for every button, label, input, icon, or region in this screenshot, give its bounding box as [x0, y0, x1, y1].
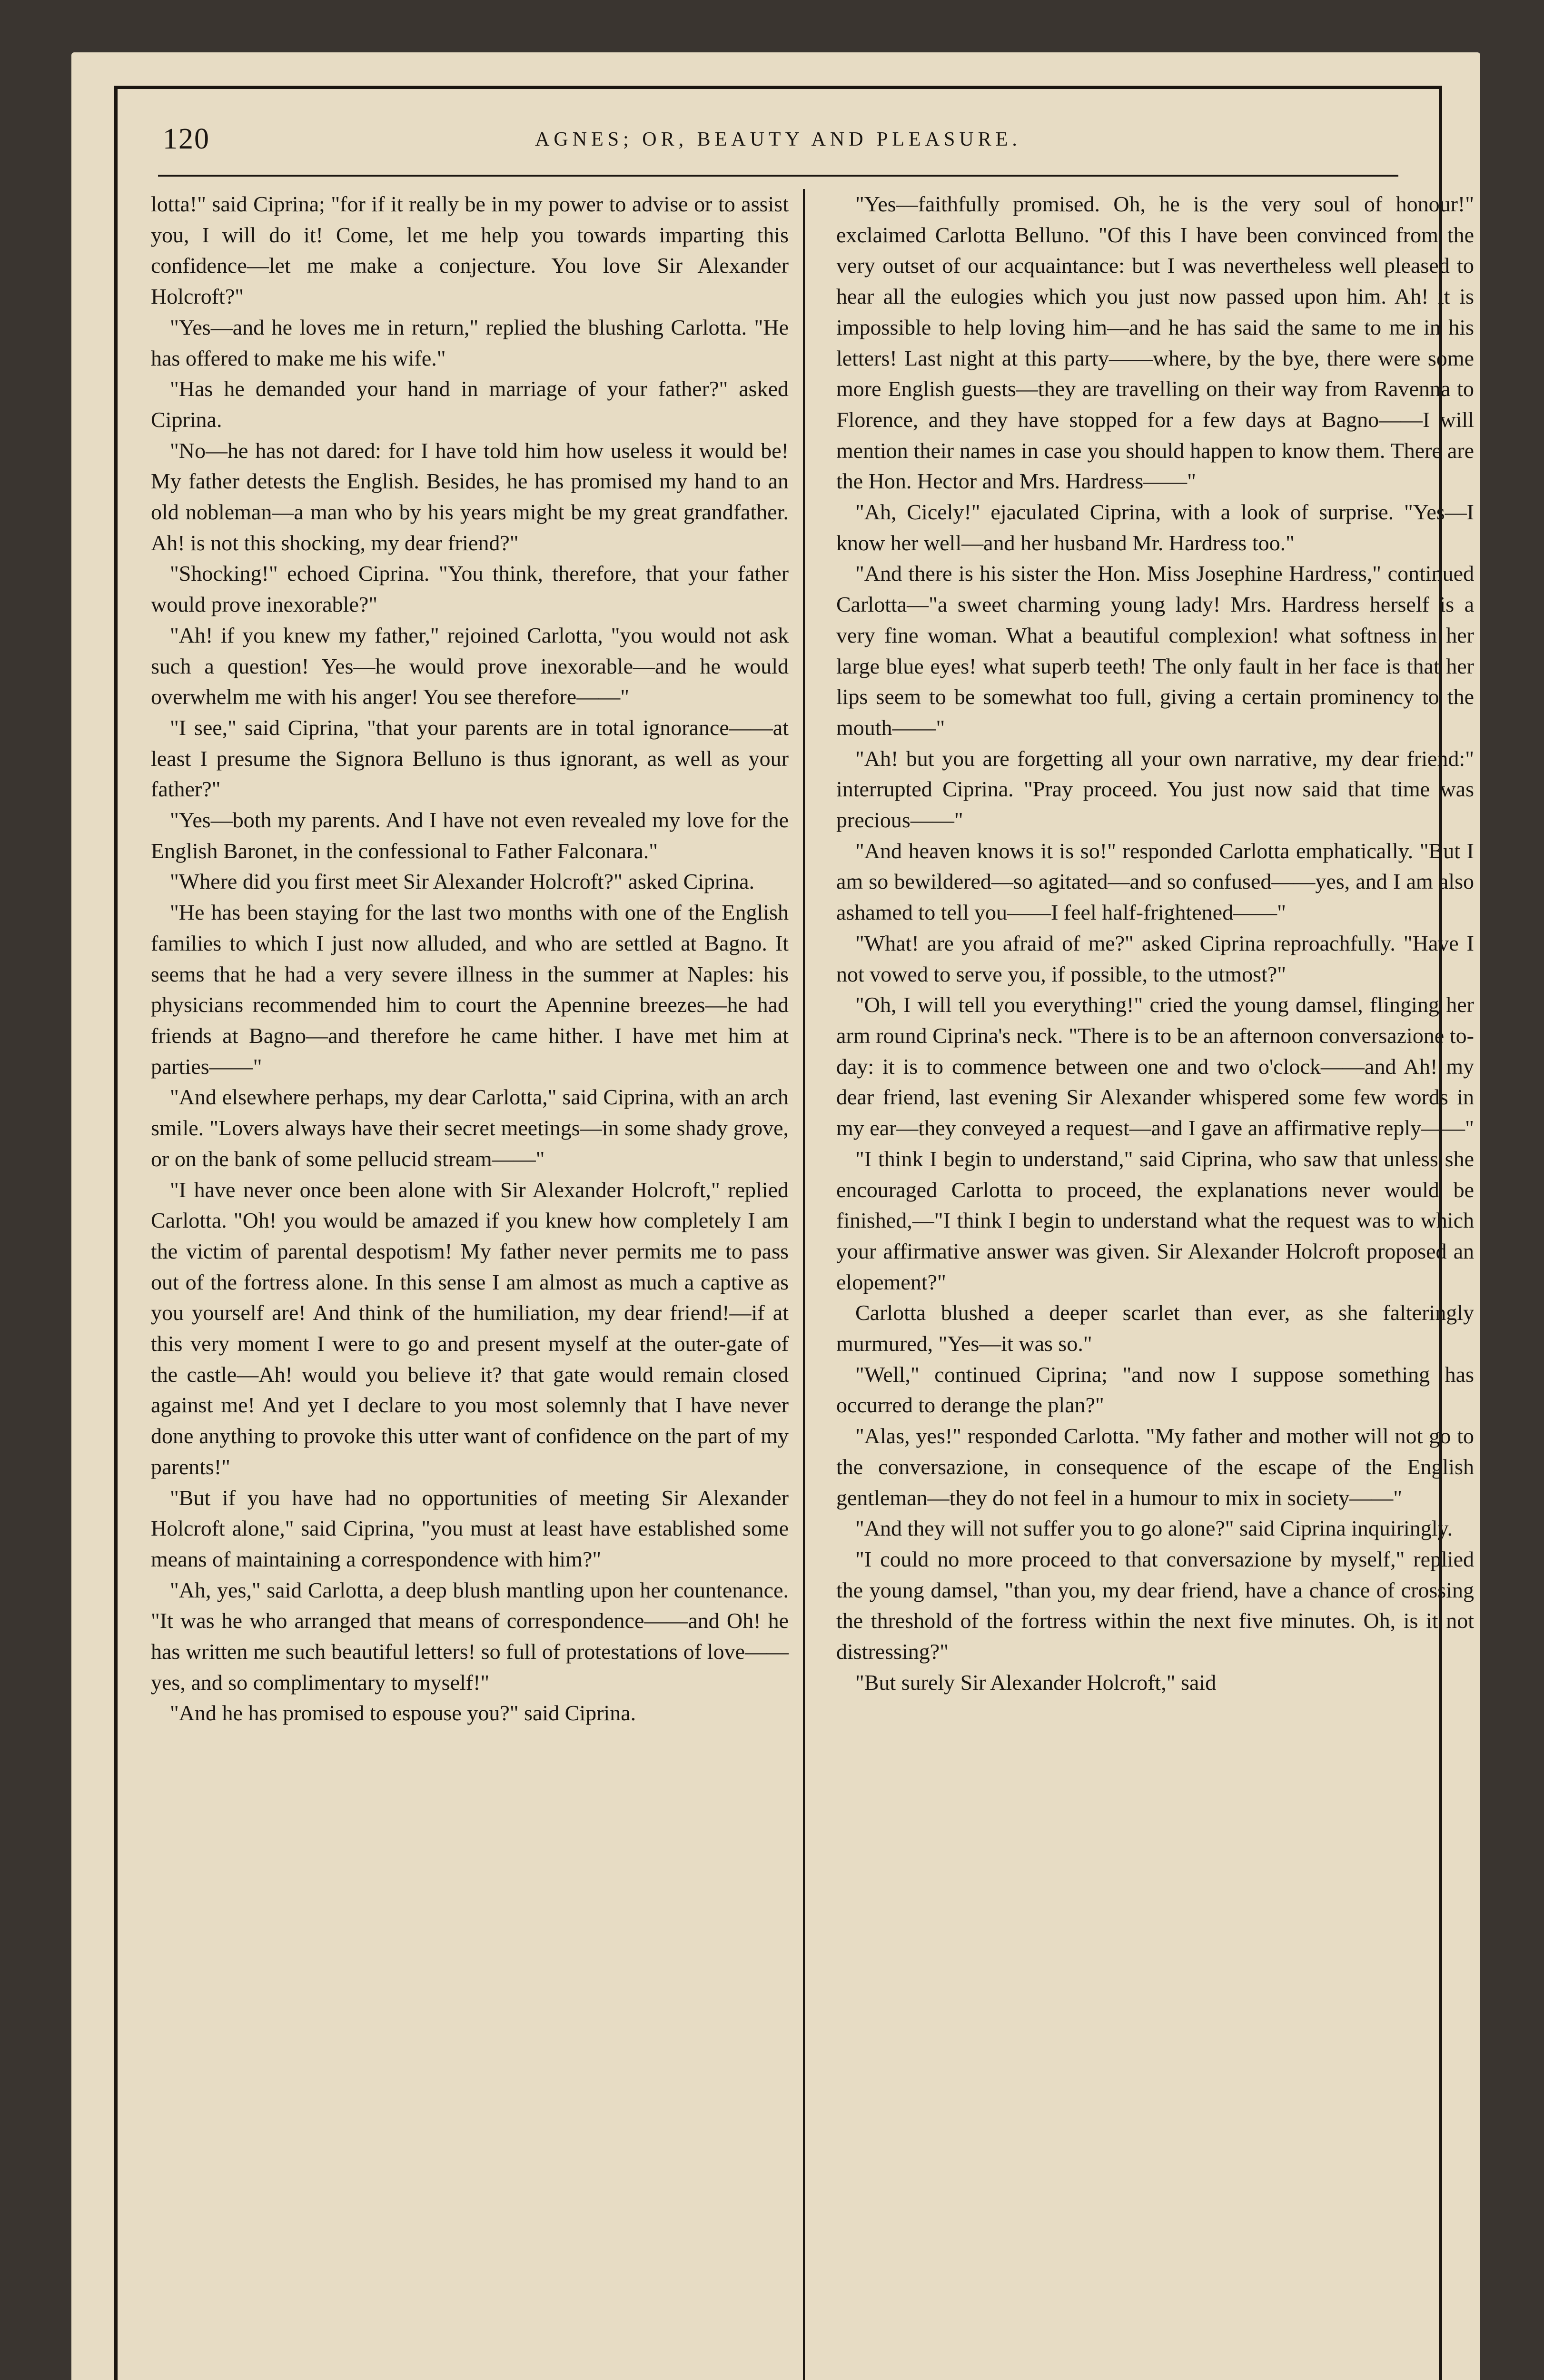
- column-divider: [803, 189, 805, 2380]
- page-number: 120: [163, 123, 210, 155]
- paragraph: "I think I begin to understand," said Ciprina, who saw that unless she encouraged Carlotta to proceed, the explanations never would be finished,—"I think I begin to understand what the request was to which your affirmative answer was given. Sir Alexander Holcroft proposed an elopement?": [836, 1146, 1474, 1294]
- paragraph: "And he has promised to espouse you?" said Ciprina.: [170, 1701, 636, 1726]
- paragraph: "I see," said Ciprina, "that your parents are in total ignorance——at least I presume the Signora Belluno is thus ignorant, as well as your father?": [151, 715, 789, 802]
- paragraph: "What! are you afraid of me?" asked Ciprina reproachfully. "Have I not vowed to serve you, if possible, to the utmost?": [836, 931, 1474, 986]
- paragraph: "And heaven knows it is so!" responded Carlotta emphatically. "But I am so bewildered—so agitated—and so confused——yes, and I am also ashamed to tell you——I feel half-frightened——": [836, 838, 1474, 925]
- page-header: [118, 89, 1439, 179]
- paragraph: "But if you have had no opportunities of meeting Sir Alexander Holcroft alone," said Ciprina, "you must at least have established some means of maintaining a correspondence with him?": [151, 1485, 789, 1571]
- paragraph: "I could no more proceed to that conversazione by myself," replied the young damsel, "than you, my dear friend, have a chance of crossing the threshold of the fortress within the next five minutes. Oh, is it not distressing?": [836, 1547, 1474, 1664]
- paragraph: "Where did you first meet Sir Alexander Holcroft?" asked Ciprina.: [170, 869, 755, 894]
- paragraph: "Ah! but you are forgetting all your own narrative, my dear friend:" interrupted Ciprina. "Pray proceed. You just now said that time was precious——": [836, 746, 1474, 833]
- paragraph: lotta!" said Ciprina; "for if it really be in my power to advise or to assist you, I will do it! Come, let me help you towards imparting this confidence—let me make a conjecture. You love Sir Alexander Holcroft?": [151, 192, 789, 309]
- paragraph: "Has he demanded your hand in marriage of your father?" asked Ciprina.: [151, 377, 789, 432]
- right-column: [836, 189, 1474, 1698]
- paragraph: "And there is his sister the Hon. Miss Josephine Hardress," continued Carlotta—"a sweet charming young lady! Mrs. Hardress herself is a very fine woman. What a beautiful complexion! what softness in her large blue eyes! what superb teeth! The only fault in her face is that her lips seem to be somewhat too full, giving a certain prominency to the mouth——": [836, 561, 1474, 740]
- paragraph: "And elsewhere perhaps, my dear Carlotta," said Ciprina, with an arch smile. "Lovers always have their secret meetings—in some shady grove, or on the bank of some pellucid stream——": [151, 1085, 789, 1171]
- paragraph: "Ah! if you knew my father," rejoined Carlotta, "you would not ask such a question! Yes—he would prove inexorable—and he would overwhelm me with his anger! You see therefore——": [151, 623, 789, 709]
- paragraph: "No—he has not dared: for I have told him how useless it would be! My father detests the English. Besides, he has promised my hand to an old nobleman—a man who by his years might be my great grandfather. Ah! is not this shocking, my dear friend?": [151, 438, 789, 555]
- paragraph: "But surely Sir Alexander Holcroft," said: [855, 1670, 1217, 1695]
- page-frame: [114, 86, 1474, 2380]
- book-page: [71, 52, 1480, 2380]
- left-column: [151, 189, 789, 1729]
- running-title: AGNES; OR, BEAUTY AND PLEASURE.: [535, 129, 1021, 150]
- paragraph: "He has been staying for the last two months with one of the English families to which I just now alluded, and who are settled at Bagno. It seems that he had a very severe illness in the summer at Naples: his physicians recommended him to court the Apennine breezes—he had friends at Bagno—and therefore he came hither. I have met him at parties——": [151, 900, 789, 1079]
- header-rule: [158, 175, 1398, 177]
- paragraph: "I have never once been alone with Sir Alexander Holcroft," replied Carlotta. "Oh! you would be amazed if you knew how completely I am the victim of parental despotism! My father never permits me to pass out of the fortress alone. In this sense I am almost as much a captive as you yourself are! And think of the humiliation, my dear friend!—if at this very moment I were to go and present myself at the outer-gate of the castle—Ah! would you believe it? that gate would remain closed against me! And yet I declare to you most solemnly that I have never done anything to provoke this utter want of confidence on the part of my parents!": [151, 1177, 789, 1479]
- paragraph: "Oh, I will tell you everything!" cried the young damsel, flinging her arm round Ciprina's neck. "There is to be an afternoon conversazione to-day: it is to commence between one and two o'clock——and Ah! my dear friend, last evening Sir Alexander whispered some few words in my ear—they conveyed a request—and I gave an affirmative reply——": [836, 992, 1474, 1140]
- paragraph: "Shocking!" echoed Ciprina. "You think, therefore, that your father would prove inexorable?": [151, 561, 789, 617]
- paragraph: "And they will not suffer you to go alone?" said Ciprina inquiringly.: [855, 1516, 1453, 1541]
- paragraph: "Well," continued Ciprina; "and now I suppose something has occurred to derange the plan?": [836, 1362, 1474, 1418]
- paragraph: "Alas, yes!" responded Carlotta. "My father and mother will not go to the conversazione, in consequence of the escape of the English gentleman—they do not feel in a humour to mix in society——": [836, 1424, 1474, 1510]
- paragraph: "Yes—and he loves me in return," replied the blushing Carlotta. "He has offered to make me his wife.": [151, 315, 789, 370]
- paragraph: "Ah, yes," said Carlotta, a deep blush mantling upon her countenance. "It was he who arranged that means of correspondence——and Oh! he has written me such beautiful letters! so full of protestations of love——yes, and so complimentary to myself!": [151, 1577, 789, 1695]
- paragraph: "Ah, Cicely!" ejaculated Ciprina, with a look of surprise. "Yes—I know her well—and her husband Mr. Hardress too.": [836, 500, 1474, 555]
- paragraph: Carlotta blushed a deeper scarlet than ever, as she falteringly murmured, "Yes—it was so.": [836, 1300, 1474, 1356]
- paragraph: "Yes—faithfully promised. Oh, he is the very soul of honour!" exclaimed Carlotta Belluno. "Of this I have been convinced from the very outset of our acquaintance: but I was nevertheless well pleased to hear all the eulogies which you just now passed upon him. Ah! it is impossible to help loving him—and he has said the same to me in his letters! Last night at this party——where, by the bye, there were some more English guests—they are travelling on their way from Ravenna to Florence, and they have stopped for a few days at Bagno——I will mention their names in case you should happen to know them. There are the Hon. Hector and Mrs. Hardress——": [836, 192, 1474, 494]
- paragraph: "Yes—both my parents. And I have not even revealed my love for the English Baronet, in the confessional to Father Falconara.": [151, 808, 789, 863]
